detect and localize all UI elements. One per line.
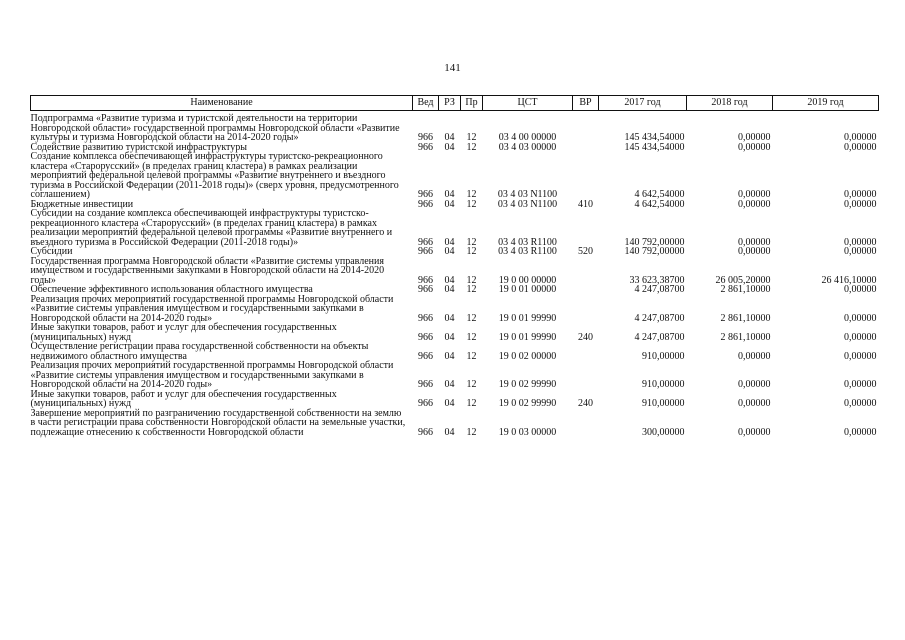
row-cst: 03 4 03 00000 [498,141,557,153]
row-name: Обеспечение эффективного использования областного имущества [30,284,313,295]
row-cst: 03 4 00 00000 [498,132,557,143]
row-ved: 966 [418,350,433,362]
table-row [31,295,879,324]
row-2018: 0,00000 [738,198,771,210]
row-ved: 966 [418,426,433,438]
row-2019: 0,00000 [844,246,877,257]
row-vr [573,111,599,143]
row-rz: 04 [444,426,455,438]
col-header-name: Наименование [31,96,413,111]
row-pr: 12 [466,398,477,409]
col-header-ved: Вед [413,96,439,111]
row-pr: 12 [466,189,477,200]
col-header-pr: Пр [461,96,483,111]
row-rz: 04 [444,236,455,248]
row-rz: 04 [444,379,455,390]
row-pr: 12 [466,198,477,210]
table-row [31,390,879,409]
col-header-vr: ВР [573,96,599,111]
row-cst: 19 0 02 00000 [498,350,557,362]
row-2018: 0,00000 [738,350,771,362]
row-vr [573,257,599,286]
row-2017: 910,00000 [642,398,685,409]
row-vr [573,152,599,200]
row-2017: 4 642,54000 [634,198,685,210]
row-vr: 410 [578,198,593,210]
row-name: Осуществление регистрации права государственной собственности на объекты недвижимого областного имущества [30,341,369,362]
row-2017: 4 247,08700 [634,312,685,324]
row-rz: 04 [444,246,455,257]
row-vr: 240 [578,398,593,409]
row-2018: 0,00000 [738,132,771,143]
table-row [31,323,879,342]
row-2019: 0,00000 [844,141,877,153]
row-2017: 910,00000 [642,350,685,362]
row-rz: 04 [444,284,455,295]
row-2018: 0,00000 [738,236,771,248]
row-cst: 19 0 02 99990 [498,379,557,390]
row-rz: 04 [444,274,455,286]
row-pr: 12 [466,236,477,248]
row-ved: 966 [418,189,433,200]
row-2017: 145 434,54000 [624,141,685,153]
row-pr: 12 [466,350,477,362]
row-vr [573,143,599,153]
row-cst: 03 4 03 N1100 [497,198,558,210]
page-number: 141 [444,62,461,74]
row-pr: 12 [466,426,477,438]
row-name: Подпрограмма «Развитие туризма и туристской деятельности на территории Новгородской области» государственной программы Новгородской области «Развитие культуры и туризма Новгородской области на 2014-2020 годы» [30,113,400,143]
row-vr [573,361,599,390]
row-cst: 19 0 00 00000 [498,274,557,286]
row-rz: 04 [444,398,455,409]
row-ved: 966 [418,198,433,210]
row-cst: 03 4 03 R1100 [498,246,557,257]
row-rz: 04 [444,132,455,143]
row-2017: 140 792,00000 [624,246,685,257]
row-2018: 26 005,20000 [715,274,771,286]
row-ved: 966 [418,236,433,248]
table-header [31,96,879,111]
row-2018: 0,00000 [738,398,771,409]
row-name: Субсидии [30,246,73,257]
row-2019: 0,00000 [844,312,877,324]
table-row [31,409,879,438]
row-2018: 2 861,10000 [720,331,771,343]
row-2019: 0,00000 [844,398,877,409]
row-ved: 966 [418,246,433,257]
row-rz: 04 [444,350,455,362]
row-2017: 910,00000 [642,379,685,390]
row-2017: 4 247,08700 [634,284,685,295]
col-header-2017: 2017 год [599,96,687,111]
row-ved: 966 [418,331,433,343]
table-row [31,342,879,361]
row-name: Иные закупки товаров, работ и услуг для обеспечения государственных (муниципальных) нужд [30,322,337,343]
row-2019: 0,00000 [844,426,877,438]
row-2018: 2 861,10000 [720,312,771,324]
row-vr: 240 [578,331,593,343]
row-2019: 26 416,10000 [821,274,877,286]
row-ved: 966 [418,379,433,390]
row-2019: 0,00000 [844,350,877,362]
row-2017: 4 642,54000 [634,189,685,200]
row-2017: 140 792,00000 [624,236,685,248]
row-rz: 04 [444,141,455,153]
row-cst: 03 4 03 R1100 [498,236,557,248]
col-header-cst: ЦСТ [483,96,573,111]
row-2018: 0,00000 [738,379,771,390]
row-2019: 0,00000 [844,284,877,295]
row-rz: 04 [444,189,455,200]
row-vr [573,409,599,438]
row-vr [573,295,599,324]
row-2017: 33 623,38700 [629,274,685,286]
row-2019: 0,00000 [844,379,877,390]
row-pr: 12 [466,132,477,143]
row-vr [573,342,599,361]
row-ved: 966 [418,274,433,286]
table-row [31,209,879,247]
row-name: Завершение мероприятий по разграничению государственной собственности на землю в части регистрации права собственности Новгородской области на земельные участки, подлежащие отнесению к собственности Новгородской области [30,407,406,438]
row-cst: 19 0 03 00000 [498,426,557,438]
row-pr: 12 [466,379,477,390]
row-name: Содействие развитию туристской инфраструктуры [30,141,247,153]
row-ved: 966 [418,284,433,295]
col-header-rz: РЗ [439,96,461,111]
row-2018: 0,00000 [738,426,771,438]
row-ved: 966 [418,312,433,324]
row-vr: 520 [578,246,593,257]
row-2017: 4 247,08700 [634,331,685,343]
row-rz: 04 [444,198,455,210]
row-pr: 12 [466,274,477,286]
row-cst: 19 0 01 00000 [498,284,557,295]
budget-table [30,95,879,437]
col-header-2018: 2018 год [687,96,773,111]
row-name: Реализация прочих мероприятий государственной программы Новгородской области «Развитие системы управления имуществом и государственными закупками в Новгородской области на 2014-2020 годы» [30,293,394,324]
row-pr: 12 [466,312,477,324]
row-ved: 966 [418,398,433,409]
row-2019: 0,00000 [844,236,877,248]
table-row [31,257,879,286]
row-rz: 04 [444,312,455,324]
row-2018: 0,00000 [738,246,771,257]
row-2018: 0,00000 [738,189,771,200]
row-vr [573,209,599,247]
row-ved: 966 [418,141,433,153]
row-pr: 12 [466,141,477,153]
row-cst: 03 4 03 N1100 [497,189,558,200]
row-2019: 0,00000 [844,331,877,343]
row-pr: 12 [466,284,477,295]
col-header-2019: 2019 год [773,96,879,111]
row-2019: 0,00000 [844,189,877,200]
row-ved: 966 [418,132,433,143]
row-cst: 19 0 01 99990 [498,331,557,343]
table-row [31,111,879,143]
row-cst: 19 0 02 99990 [498,398,557,409]
row-2018: 2 861,10000 [720,284,771,295]
row-2019: 0,00000 [844,198,877,210]
row-2017: 145 434,54000 [624,132,685,143]
row-vr [573,285,599,295]
row-rz: 04 [444,331,455,343]
row-name: Реализация прочих мероприятий государственной программы Новгородской области «Развитие системы управления имуществом и государственными закупками в Новгородской области на 2014-2020 годы» [30,360,394,390]
row-name: Создание комплекса обеспечивающей инфраструктуры туристско-рекреационного кластера «Старорусский» (в пределах границ кластера) в рамках реализации мероприятий федеральной целевой программы «Развитие внутреннего и въездного туризма в Российской Федерации (2011-2018 годы)» (сверх уровня, предусмотренного соглашением) [30,151,399,200]
row-2017: 300,00000 [642,426,685,438]
row-pr: 12 [466,246,477,257]
table-row [31,152,879,200]
row-2019: 0,00000 [844,132,877,143]
table-row [31,361,879,390]
row-2018: 0,00000 [738,141,771,153]
row-name: Субсидии на создание комплекса обеспечивающей инфраструктуры туристско-рекреационного кластера «Старорусский» (в пределах границ кластера) в рамках реализации мероприятий федеральной целевой программы «Развитие внутреннего и въездного туризма в Российской Федерации (2011-2018 годы)» [30,208,393,248]
row-name: Государственная программа Новгородской области «Развитие системы управления имуществом и государственными закупками в Новгородской области на 2014-2020 годы» [30,255,385,286]
row-name: Иные закупки товаров, работ и услуг для обеспечения государственных (муниципальных) нужд [30,388,337,409]
row-name: Бюджетные инвестиции [30,198,134,210]
row-pr: 12 [466,331,477,343]
row-cst: 19 0 01 99990 [498,312,557,324]
